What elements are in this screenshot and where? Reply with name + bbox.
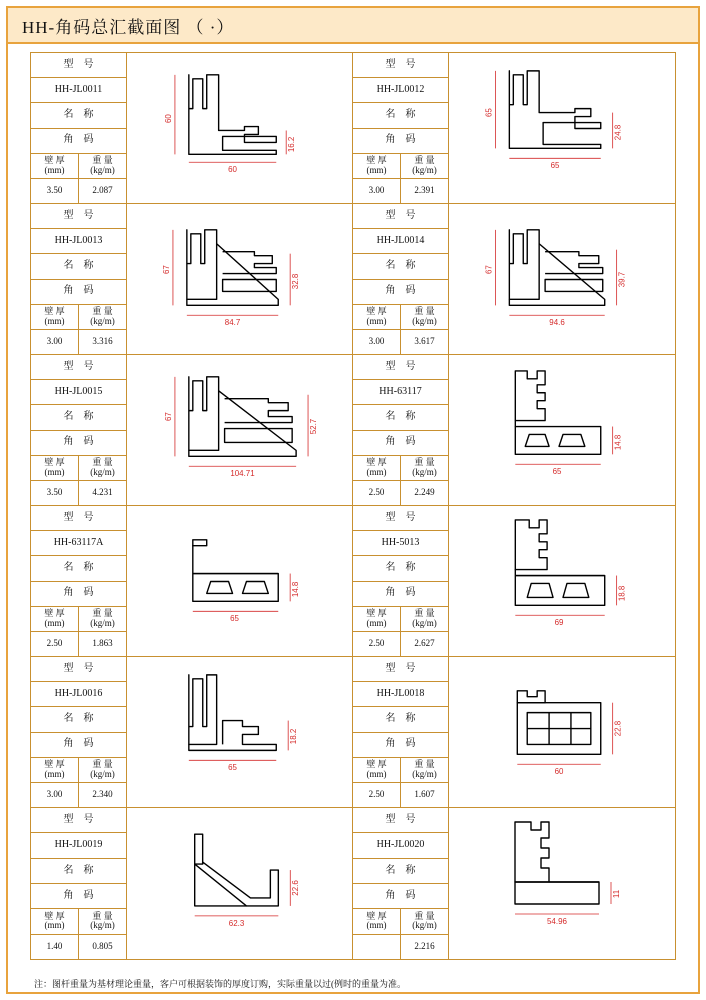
dim-width: 62.3 xyxy=(228,918,245,928)
spec-name-header: 名 称 xyxy=(353,254,448,279)
dim-right: 32.8 xyxy=(291,273,301,290)
spec-table xyxy=(31,808,127,959)
spec-weight-value: 3.316 xyxy=(92,336,113,347)
dim-width: 60 xyxy=(228,165,237,175)
spec-model-header: 型 号 xyxy=(353,355,448,380)
spec-wall-value: 3.00 xyxy=(353,179,401,203)
spec-category-value: 角 码 xyxy=(31,582,126,607)
spec-values xyxy=(353,179,448,203)
profile-cell xyxy=(353,53,675,204)
spec-table xyxy=(353,657,449,807)
spec-weight-header: 重 量 (kg/m) xyxy=(412,306,437,326)
dim-width: 94.6 xyxy=(549,318,565,328)
spec-units-header xyxy=(353,909,448,934)
spec-weight-value: 4.231 xyxy=(92,487,113,498)
dim-width: 54.96 xyxy=(546,917,568,926)
spec-weight-header: 重 量 (kg/m) xyxy=(412,155,437,175)
dim-right: 22.8 xyxy=(613,720,623,737)
profile-drawing xyxy=(127,53,352,203)
spec-wall-value: 3.50 xyxy=(31,179,79,203)
profile-drawing xyxy=(127,808,352,959)
dim-right: 52.7 xyxy=(308,418,318,435)
dim-right: 11 xyxy=(612,889,621,899)
spec-weight-value: 0.805 xyxy=(92,941,113,952)
spec-weight-value: 2.340 xyxy=(92,789,113,800)
spec-name-header: 名 称 xyxy=(353,707,448,732)
spec-model-header: 型 号 xyxy=(353,204,448,229)
spec-values xyxy=(31,783,126,807)
spec-weight-value: 2.627 xyxy=(414,638,435,649)
profile-cell xyxy=(353,204,675,355)
spec-name-header: 名 称 xyxy=(353,859,448,884)
spec-model-value: HH-JL0015 xyxy=(31,380,126,405)
spec-category-value: 角 码 xyxy=(31,280,126,305)
spec-model-header: 型 号 xyxy=(353,506,448,531)
spec-model-value: HH-JL0014 xyxy=(353,229,448,254)
profile-cell xyxy=(31,657,353,808)
spec-wall-header: 壁 厚 (mm) xyxy=(353,607,401,631)
spec-category-value: 角 码 xyxy=(353,431,448,456)
spec-values xyxy=(353,330,448,354)
spec-model-value: HH-63117A xyxy=(31,531,126,556)
spec-values xyxy=(31,330,126,354)
spec-units-header xyxy=(31,456,126,481)
dim-height: 65 xyxy=(484,108,494,118)
spec-model-header: 型 号 xyxy=(353,53,448,78)
profile-drawing xyxy=(449,355,675,505)
spec-wall-value: 2.50 xyxy=(353,783,401,807)
spec-wall-value: 2.50 xyxy=(353,632,401,656)
spec-category-value: 角 码 xyxy=(353,129,448,154)
spec-weight-header: 重 量 (kg/m) xyxy=(90,759,115,779)
spec-values xyxy=(31,935,126,959)
spec-table xyxy=(353,355,449,505)
spec-name-header: 名 称 xyxy=(31,103,126,128)
dim-height: 60 xyxy=(163,114,173,123)
spec-name-header: 名 称 xyxy=(353,405,448,430)
profile-cell xyxy=(31,506,353,657)
spec-values xyxy=(353,783,448,807)
spec-weight-value: 2.087 xyxy=(92,185,113,196)
spec-weight-value: 2.391 xyxy=(414,185,435,196)
spec-units-header xyxy=(31,758,126,783)
spec-category-value: 角 码 xyxy=(31,884,126,909)
spec-weight-value: 2.249 xyxy=(414,487,435,498)
spec-model-value: HH-JL0019 xyxy=(31,833,126,858)
spec-model-header: 型 号 xyxy=(31,53,126,78)
spec-wall-header: 壁 厚 (mm) xyxy=(31,758,79,782)
dim-height: 67 xyxy=(163,412,173,422)
spec-model-header: 型 号 xyxy=(353,657,448,682)
spec-name-header: 名 称 xyxy=(31,859,126,884)
spec-model-value: HH-5013 xyxy=(353,531,448,556)
spec-values xyxy=(353,935,448,959)
spec-category-value: 角 码 xyxy=(353,884,448,909)
spec-category-value: 角 码 xyxy=(31,733,126,758)
profile-cell xyxy=(31,355,353,506)
dim-width: 65 xyxy=(228,763,237,773)
spec-wall-header: 壁 厚 (mm) xyxy=(31,607,79,631)
dim-right: 14.8 xyxy=(291,581,301,598)
spec-name-header: 名 称 xyxy=(31,254,126,279)
dim-right: 24.8 xyxy=(613,124,623,141)
spec-category-value: 角 码 xyxy=(31,129,126,154)
spec-weight-value: 1.607 xyxy=(414,789,435,800)
dim-width: 65 xyxy=(552,467,562,477)
spec-units-header xyxy=(353,154,448,179)
spec-weight-header: 重 量 (kg/m) xyxy=(90,457,115,477)
dim-height: 67 xyxy=(161,265,171,274)
spec-model-value: HH-JL0011 xyxy=(31,78,126,103)
profile-drawing xyxy=(127,657,352,807)
spec-wall-value: 1.40 xyxy=(31,935,79,959)
spec-model-header: 型 号 xyxy=(353,808,448,833)
spec-model-value: HH-JL0018 xyxy=(353,682,448,707)
spec-category-value: 角 码 xyxy=(353,280,448,305)
spec-wall-header: 壁 厚 (mm) xyxy=(353,305,401,329)
page-title: HH-角码总汇截面图 （ ·） xyxy=(22,17,235,37)
spec-table xyxy=(31,657,127,807)
spec-table xyxy=(31,204,127,354)
profile-cell xyxy=(353,808,675,959)
spec-values xyxy=(353,481,448,505)
spec-values xyxy=(31,179,126,203)
spec-units-header xyxy=(31,909,126,934)
dim-height: 67 xyxy=(484,265,494,274)
spec-units-header xyxy=(353,456,448,481)
dim-right: 22.6 xyxy=(291,880,301,896)
profile-grid xyxy=(30,52,676,960)
spec-weight-header: 重 量 (kg/m) xyxy=(90,155,115,175)
dim-width: 69 xyxy=(554,618,564,628)
spec-table xyxy=(31,355,127,505)
spec-model-value: HH-63117 xyxy=(353,380,448,405)
dim-right: 39.7 xyxy=(617,271,627,288)
spec-weight-header: 重 量 (kg/m) xyxy=(412,911,437,931)
spec-table xyxy=(31,506,127,656)
spec-units-header xyxy=(31,154,126,179)
spec-wall-value: 2.50 xyxy=(31,632,79,656)
spec-model-value: HH-JL0012 xyxy=(353,78,448,103)
profile-cell xyxy=(353,355,675,506)
spec-units-header xyxy=(353,607,448,632)
dim-width: 65 xyxy=(550,161,560,171)
spec-name-header: 名 称 xyxy=(31,405,126,430)
spec-model-value: HH-JL0016 xyxy=(31,682,126,707)
spec-weight-value: 3.617 xyxy=(414,336,435,347)
spec-model-value: HH-JL0013 xyxy=(31,229,126,254)
spec-category-value: 角 码 xyxy=(353,582,448,607)
dim-width: 65 xyxy=(230,614,239,624)
spec-name-header: 名 称 xyxy=(353,556,448,581)
spec-weight-header: 重 量 (kg/m) xyxy=(90,306,115,326)
profile-cell xyxy=(353,506,675,657)
spec-units-header xyxy=(31,607,126,632)
spec-wall-header: 壁 厚 (mm) xyxy=(31,305,79,329)
profile-drawing xyxy=(449,808,675,959)
dim-width: 104.71 xyxy=(230,469,255,479)
footnote: 注：图杆重量为基材理论重量，客户可根据装饰的厚度订购，实际重量以过(例时的重量为准。 xyxy=(34,979,406,989)
profile-cell xyxy=(31,808,353,959)
spec-wall-value: 2.50 xyxy=(353,481,401,505)
profile-drawing xyxy=(449,53,675,203)
spec-table xyxy=(31,53,127,203)
spec-wall-header: 壁 厚 (mm) xyxy=(31,909,79,933)
spec-category-value: 角 码 xyxy=(353,733,448,758)
title-bar xyxy=(8,8,698,44)
profile-drawing xyxy=(449,657,675,807)
dim-right: 18.8 xyxy=(617,585,627,602)
spec-name-header: 名 称 xyxy=(353,103,448,128)
profile-cell xyxy=(31,204,353,355)
spec-table xyxy=(353,506,449,656)
profile-drawing xyxy=(127,355,352,505)
spec-model-value: HH-JL0020 xyxy=(353,833,448,858)
profile-cell xyxy=(31,53,353,204)
spec-wall-header: 壁 厚 (mm) xyxy=(353,758,401,782)
spec-weight-header: 重 量 (kg/m) xyxy=(412,457,437,477)
profile-drawing xyxy=(127,506,352,656)
spec-weight-header: 重 量 (kg/m) xyxy=(412,608,437,628)
dim-width: 60 xyxy=(554,767,564,777)
spec-wall-header: 壁 厚 (mm) xyxy=(353,909,401,933)
spec-wall-header: 壁 厚 (mm) xyxy=(353,154,401,178)
spec-table xyxy=(353,808,449,959)
spec-category-value: 角 码 xyxy=(31,431,126,456)
profile-drawing xyxy=(127,204,352,354)
spec-model-header: 型 号 xyxy=(31,204,126,229)
profile-drawing xyxy=(449,204,675,354)
profile-cell xyxy=(353,657,675,808)
spec-values xyxy=(31,481,126,505)
spec-wall-value: 3.00 xyxy=(353,330,401,354)
spec-wall-value xyxy=(353,935,401,959)
dim-right: 14.8 xyxy=(613,434,623,451)
spec-name-header: 名 称 xyxy=(31,707,126,732)
dim-right: 16.2 xyxy=(287,136,297,153)
spec-name-header: 名 称 xyxy=(31,556,126,581)
spec-wall-header: 壁 厚 (mm) xyxy=(31,154,79,178)
dim-right: 18.2 xyxy=(289,728,299,745)
spec-weight-value: 2.216 xyxy=(414,941,435,952)
spec-units-header xyxy=(353,758,448,783)
spec-values xyxy=(31,632,126,656)
spec-model-header: 型 号 xyxy=(31,506,126,531)
profile-drawing xyxy=(449,506,675,656)
spec-weight-header: 重 量 (kg/m) xyxy=(90,608,115,628)
spec-table xyxy=(353,204,449,354)
dim-width: 84.7 xyxy=(224,318,241,328)
spec-units-header xyxy=(31,305,126,330)
spec-wall-value: 3.50 xyxy=(31,481,79,505)
spec-model-header: 型 号 xyxy=(31,657,126,682)
spec-wall-header: 壁 厚 (mm) xyxy=(353,456,401,480)
spec-weight-header: 重 量 (kg/m) xyxy=(412,759,437,779)
spec-table xyxy=(353,53,449,203)
spec-wall-header: 壁 厚 (mm) xyxy=(31,456,79,480)
spec-model-header: 型 号 xyxy=(31,808,126,833)
spec-model-header: 型 号 xyxy=(31,355,126,380)
spec-weight-value: 1.863 xyxy=(92,638,113,649)
spec-weight-header: 重 量 (kg/m) xyxy=(90,911,115,931)
spec-wall-value: 3.00 xyxy=(31,783,79,807)
spec-wall-value: 3.00 xyxy=(31,330,79,354)
spec-values xyxy=(353,632,448,656)
spec-units-header xyxy=(353,305,448,330)
